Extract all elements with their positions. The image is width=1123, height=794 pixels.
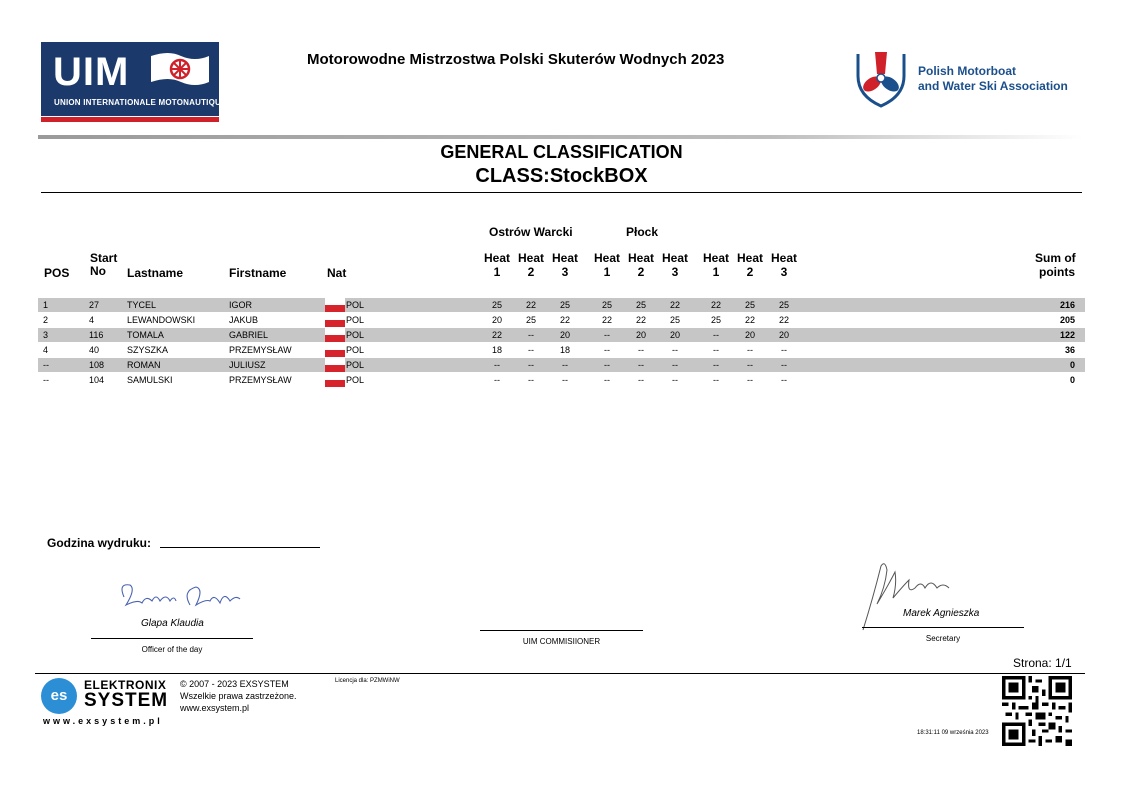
secretary-role: Secretary: [925, 634, 961, 643]
heat-cell: --: [638, 375, 644, 385]
heat-cell: --: [604, 345, 610, 355]
heat-cell: 20: [778, 330, 789, 340]
heat-cell: --: [528, 330, 534, 340]
table-row: [38, 343, 1085, 357]
federation-logo: [852, 48, 1068, 108]
heat-cell: --: [562, 360, 568, 370]
nat-cell: POL: [346, 375, 365, 385]
heat-header: Heat 3: [661, 251, 688, 279]
pos-cell: --: [43, 360, 49, 370]
sum-cell: 0: [1069, 375, 1075, 385]
print-time-label: Godzina wydruku:: [47, 536, 152, 550]
venue-plock: Płock: [626, 225, 659, 239]
exsystem-badge-icon: es: [41, 678, 77, 714]
website-link[interactable]: www.exsystem.pl: [180, 703, 250, 713]
table-row: [38, 358, 1085, 372]
firstname-cell: GABRIEL: [229, 330, 269, 340]
nat-cell: POL: [346, 315, 365, 325]
federation-name-line2: and Water Ski Association: [918, 79, 1068, 93]
secretary-signature-image: [855, 558, 975, 634]
rights-text: Wszelkie prawa zastrzeżone.: [180, 691, 297, 701]
header-divider: [38, 135, 1083, 139]
poland-flag-icon: [325, 328, 345, 342]
heat-cell: 20: [491, 315, 502, 325]
heat-cell: --: [604, 330, 610, 340]
nat-cell: POL: [346, 360, 365, 370]
heat-cell: --: [604, 375, 610, 385]
col-firstname: Firstname: [229, 266, 287, 280]
col-start-line1: Start: [90, 251, 118, 265]
heat-cell: --: [528, 375, 534, 385]
heat-cell: --: [672, 375, 678, 385]
heat-cell: 20: [635, 330, 646, 340]
firstname-cell: JAKUB: [229, 315, 259, 325]
heat-cell: 20: [559, 330, 570, 340]
heat-cell: 22: [491, 330, 502, 340]
secretary-name: Marek Agnieszka: [903, 608, 980, 619]
heat-cell: --: [747, 360, 753, 370]
col-lastname: Lastname: [127, 266, 184, 280]
heat-cell: 25: [669, 315, 680, 325]
heat-cell: --: [747, 375, 753, 385]
exsystem-logo: [41, 676, 181, 726]
col-sum-line2: points: [1039, 265, 1075, 279]
heat-cell: --: [713, 330, 719, 340]
nat-cell: POL: [346, 330, 365, 340]
heat-cell: 18: [559, 345, 570, 355]
commissioner-signature-line: [480, 630, 643, 631]
start-no-cell: 116: [89, 330, 104, 340]
poland-flag-icon: [325, 313, 345, 327]
footer-divider: [35, 673, 1085, 674]
pos-cell: --: [43, 375, 49, 385]
sum-cell: 36: [1064, 345, 1075, 355]
heat-header: Heat 1: [702, 251, 729, 279]
sum-cell: 216: [1059, 300, 1075, 310]
table-row: [38, 313, 1085, 327]
sum-cell: 0: [1069, 360, 1075, 370]
officer-signature-image: [110, 575, 260, 617]
table-row: [38, 298, 1085, 312]
qr-code-icon: [1002, 676, 1072, 746]
uim-logo-letters: UIM: [53, 50, 130, 94]
heat-cell: 25: [525, 315, 536, 325]
sum-cell: 205: [1059, 315, 1075, 325]
lastname-cell: SZYSZKA: [127, 345, 169, 355]
start-no-cell: 40: [89, 345, 100, 355]
exsystem-brand-url: www.exsystem.pl: [43, 716, 163, 726]
officer-role: Officer of the day: [141, 645, 203, 654]
heat-cell: 20: [669, 330, 680, 340]
heat-cell: --: [562, 375, 568, 385]
title-divider: [41, 192, 1082, 193]
start-no-cell: 108: [89, 360, 105, 370]
heat-cell: 22: [710, 300, 721, 310]
heat-header: Heat 2: [736, 251, 763, 279]
poland-flag-icon: [325, 298, 345, 312]
firstname-cell: IGOR: [229, 300, 253, 310]
heat-cell: 25: [710, 315, 721, 325]
sum-cell: 122: [1059, 330, 1075, 340]
heat-cell: --: [494, 360, 500, 370]
heat-cell: 25: [601, 300, 612, 310]
officer-name: Glapa Klaudia: [141, 618, 204, 629]
report-class: CLASS:StockBOX: [475, 165, 648, 187]
table-row: [38, 328, 1085, 342]
heat-cell: 18: [491, 345, 502, 355]
uim-logo: [41, 42, 227, 122]
exsystem-brand-line1: ELEKTRONIX: [84, 678, 167, 692]
col-nat: Nat: [327, 266, 347, 280]
heat-cell: --: [604, 360, 610, 370]
heat-header: Heat 2: [517, 251, 544, 279]
event-title: Motorowodne Mistrzostwa Polski Skuterów Wodnych 2023: [307, 51, 725, 68]
lastname-cell: ROMAN: [127, 360, 161, 370]
nat-cell: POL: [346, 300, 365, 310]
heat-cell: 22: [635, 315, 646, 325]
heat-cell: 22: [778, 315, 789, 325]
start-no-cell: 104: [89, 375, 105, 385]
heat-cell: --: [713, 375, 719, 385]
heat-cell: --: [494, 375, 500, 385]
col-pos: POS: [44, 266, 70, 280]
heat-cell: --: [638, 345, 644, 355]
uim-logo-subtitle: UNION INTERNATIONALE MOTONAUTIQUE: [54, 98, 227, 107]
lastname-cell: TOMALA: [127, 330, 164, 340]
heat-cell: --: [747, 345, 753, 355]
firstname-cell: PRZEMYSŁAW: [229, 345, 292, 355]
heat-cell: 25: [559, 300, 570, 310]
firstname-cell: PRZEMYSŁAW: [229, 375, 292, 385]
heat-cell: --: [528, 360, 534, 370]
heat-cell: 20: [744, 330, 755, 340]
heat-header: Heat 1: [593, 251, 620, 279]
heat-cell: 25: [778, 300, 789, 310]
heat-header: Heat 3: [770, 251, 797, 279]
heat-cell: 25: [744, 300, 755, 310]
report-title: GENERAL CLASSIFICATION: [440, 142, 683, 162]
nat-cell: POL: [346, 345, 365, 355]
heat-cell: --: [672, 345, 678, 355]
heat-header: Heat 3: [551, 251, 578, 279]
heat-cell: 22: [559, 315, 570, 325]
print-timestamp: 18:31:11 09 września 2023: [917, 730, 989, 736]
pos-cell: 4: [43, 345, 49, 355]
heat-header: Heat 2: [627, 251, 654, 279]
uim-flag-icon: [149, 50, 211, 90]
heat-header: Heat 1: [483, 251, 510, 279]
heat-cell: --: [781, 375, 787, 385]
heat-cell: 25: [491, 300, 502, 310]
heat-cell: --: [781, 345, 787, 355]
heat-cell: --: [713, 345, 719, 355]
pos-cell: 3: [43, 330, 49, 340]
commissioner-role: UIM COMMISIIONER: [522, 637, 601, 646]
lastname-cell: TYCEL: [127, 300, 157, 310]
officer-signature-line: [91, 638, 253, 639]
table-row: [38, 373, 1085, 387]
print-time-line: [160, 547, 320, 548]
heat-cell: --: [713, 360, 719, 370]
pos-cell: 2: [43, 315, 49, 325]
exsystem-brand-line2: SYSTEM: [84, 690, 169, 711]
heat-cell: 22: [744, 315, 755, 325]
copyright-text: © 2007 - 2023 EXSYSTEM: [180, 679, 289, 689]
start-no-cell: 27: [89, 300, 100, 310]
poland-flag-icon: [325, 358, 345, 372]
propeller-shield-icon: [852, 48, 910, 108]
heat-cell: --: [781, 360, 787, 370]
poland-flag-icon: [325, 343, 345, 357]
heat-cell: 25: [635, 300, 646, 310]
heat-cell: 22: [601, 315, 612, 325]
heat-cell: --: [672, 360, 678, 370]
secretary-signature-line: [862, 627, 1024, 628]
start-no-cell: 4: [89, 315, 95, 325]
col-sum-line1: Sum of: [1035, 251, 1076, 265]
heat-cell: 22: [525, 300, 536, 310]
pos-cell: 1: [43, 300, 49, 310]
heat-cell: --: [528, 345, 534, 355]
poland-flag-icon: [325, 373, 345, 387]
firstname-cell: JULIUSZ: [229, 360, 266, 370]
page-number: Strona: 1/1: [1013, 656, 1072, 670]
lastname-cell: LEWANDOWSKI: [127, 315, 196, 325]
heat-cell: --: [638, 360, 644, 370]
license-text: Licencja dla: PZMWiNW: [335, 678, 400, 684]
venue-ostrow-warcki: Ostrów Warcki: [489, 225, 573, 239]
federation-name-line1: Polish Motorboat: [918, 64, 1016, 78]
lastname-cell: SAMULSKI: [127, 375, 173, 385]
col-start-line2: No: [90, 264, 106, 278]
heat-cell: 22: [669, 300, 680, 310]
